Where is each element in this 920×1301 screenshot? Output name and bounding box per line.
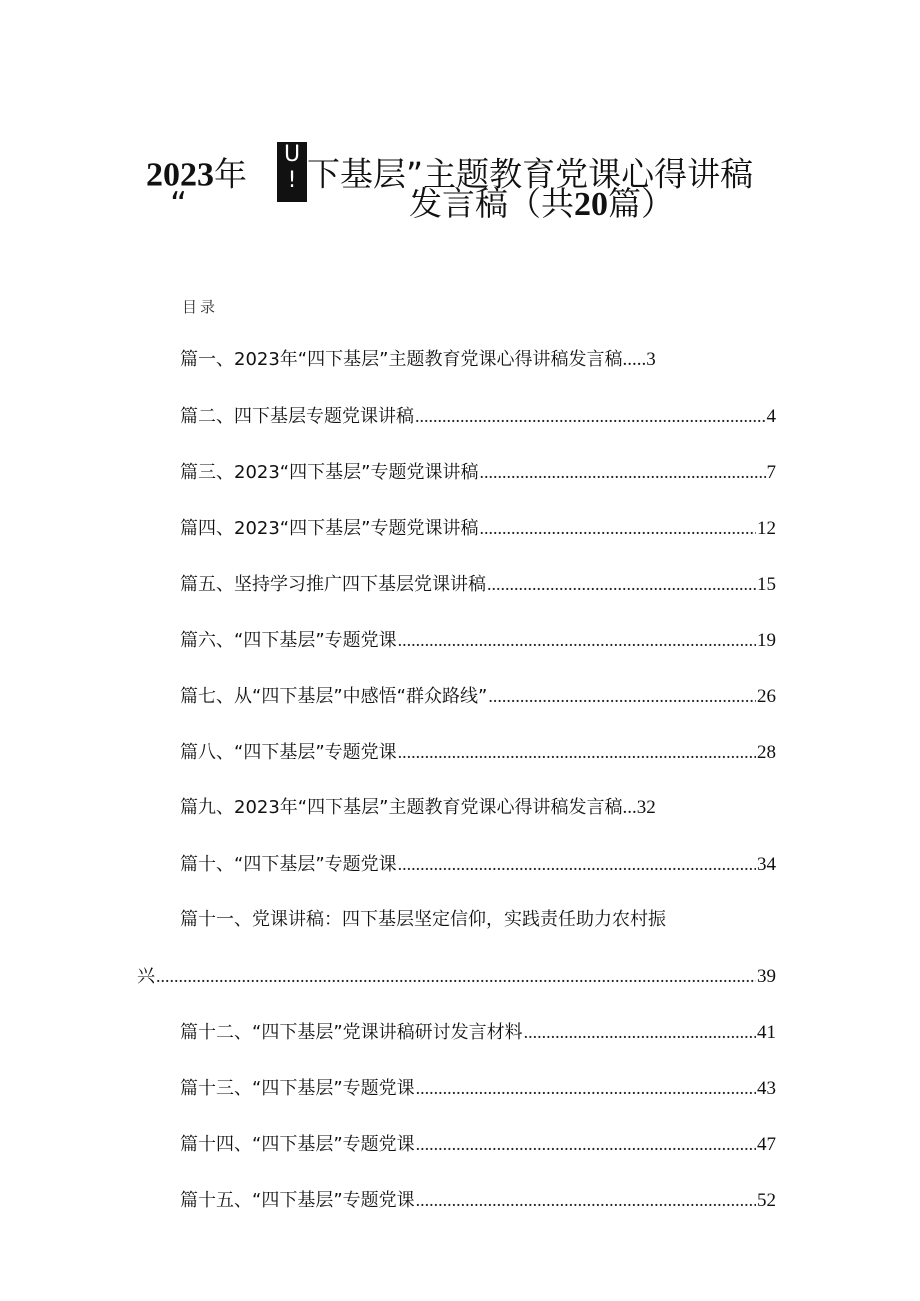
toc-item-page: 7 [766, 462, 776, 483]
toc-item-title: 篇十一、党课讲稿：四下基层坚定信仰，实践责任助力农村振 [180, 909, 666, 930]
title-year: 2023 [146, 156, 214, 194]
toc-item-title-continued: 兴 [137, 966, 155, 987]
toc-item-page: 43 [757, 1078, 776, 1099]
toc-item-leader [415, 402, 766, 430]
toc-item[interactable] [180, 458, 776, 486]
toc-item-title: 篇四、2023“四下基层”专题党课讲稿 [180, 518, 479, 539]
toc-item-page: 12 [757, 518, 776, 539]
title-count: 20 [574, 186, 608, 223]
toc-item-title: 篇五、坚持学习推广四下基层党课讲稿 [180, 574, 486, 595]
toc-item[interactable] [180, 1018, 776, 1046]
toc-item-page: 32 [636, 797, 656, 818]
glitch-bottom: ! [287, 168, 297, 193]
toc-item-page: 34 [757, 854, 776, 875]
toc-item-page: 39 [757, 966, 776, 987]
toc-item-page: 41 [757, 1022, 776, 1043]
toc-item-leader [416, 1186, 756, 1214]
toc-item[interactable] [180, 346, 776, 374]
toc-item[interactable] [180, 514, 776, 542]
title-line2-prefix: 发言稿（共 [409, 184, 574, 223]
glitch-top: U [283, 142, 301, 167]
toc-item-title: 篇十三、“四下基层”专题党课 [180, 1078, 415, 1099]
toc-item-leader [398, 850, 756, 878]
toc-item-title: 篇九、2023年“四下基层”主题教育党课心得讲稿发言稿 [180, 797, 623, 818]
title-subtitle [409, 178, 674, 231]
toc-item-leader [488, 682, 756, 710]
toc-item-title: 篇十五、“四下基层”专题党课 [180, 1190, 415, 1211]
toc-item-page: 4 [766, 406, 776, 427]
toc-item-page: 47 [757, 1134, 776, 1155]
toc-item-leader [156, 962, 756, 990]
toc-item-page: 28 [757, 742, 776, 763]
toc-item[interactable] [180, 850, 776, 878]
toc-item-leader [479, 458, 765, 486]
toc-item-leader [479, 514, 756, 542]
toc-item-leader [416, 1130, 756, 1158]
toc-item-title: 篇二、四下基层专题党课讲稿 [180, 406, 414, 427]
toc-item[interactable] [180, 402, 776, 430]
toc-item-title: 篇三、2023“四下基层”专题党课讲稿 [180, 462, 479, 483]
title-nian: 年 [214, 154, 247, 194]
toc-item[interactable] [137, 906, 776, 990]
toc-item-title: 篇十二、“四下基层”党课讲稿研讨发言材料 [180, 1022, 523, 1043]
toc-item-page: 19 [757, 630, 776, 651]
toc-item-page: 15 [757, 574, 776, 595]
toc-item[interactable] [180, 738, 776, 766]
toc-heading: 目录 [182, 298, 219, 316]
toc-item-dots: ..... [622, 349, 647, 370]
toc-item[interactable] [180, 794, 776, 822]
table-of-contents [137, 346, 776, 1242]
toc-item-page: 52 [757, 1190, 776, 1211]
toc-item[interactable] [180, 682, 776, 710]
toc-item[interactable] [180, 626, 776, 654]
toc-item-dots: ... [622, 797, 637, 818]
toc-item-title: 篇十、“四下基层”专题党课 [180, 854, 397, 875]
title-open-quote: “ [170, 184, 188, 223]
toc-item-leader [398, 626, 756, 654]
toc-item[interactable] [180, 1186, 776, 1214]
toc-item-leader [487, 570, 756, 598]
toc-item-title: 篇六、“四下基层”专题党课 [180, 630, 397, 651]
toc-item-leader [398, 738, 756, 766]
title-glitch-box [277, 142, 307, 202]
title-line1-rest: 下基层”主题教育党课心得讲稿 [307, 154, 754, 194]
toc-item-leader [416, 1074, 756, 1102]
toc-item-title: 篇八、“四下基层”专题党课 [180, 742, 397, 763]
toc-item-leader [524, 1018, 756, 1046]
toc-item[interactable] [180, 1074, 776, 1102]
toc-item[interactable] [180, 570, 776, 598]
toc-item-title: 篇七、从“四下基层”中感悟“群众路线” [180, 686, 488, 707]
toc-item-page: 26 [757, 686, 776, 707]
toc-item-title: 篇十四、“四下基层”专题党课 [180, 1134, 415, 1155]
toc-item-page: 3 [646, 349, 656, 370]
toc-item-title: 篇一、2023年“四下基层”主题教育党课心得讲稿发言稿 [180, 349, 623, 370]
title-line2-suffix: 篇） [608, 184, 674, 223]
toc-item[interactable] [180, 1130, 776, 1158]
